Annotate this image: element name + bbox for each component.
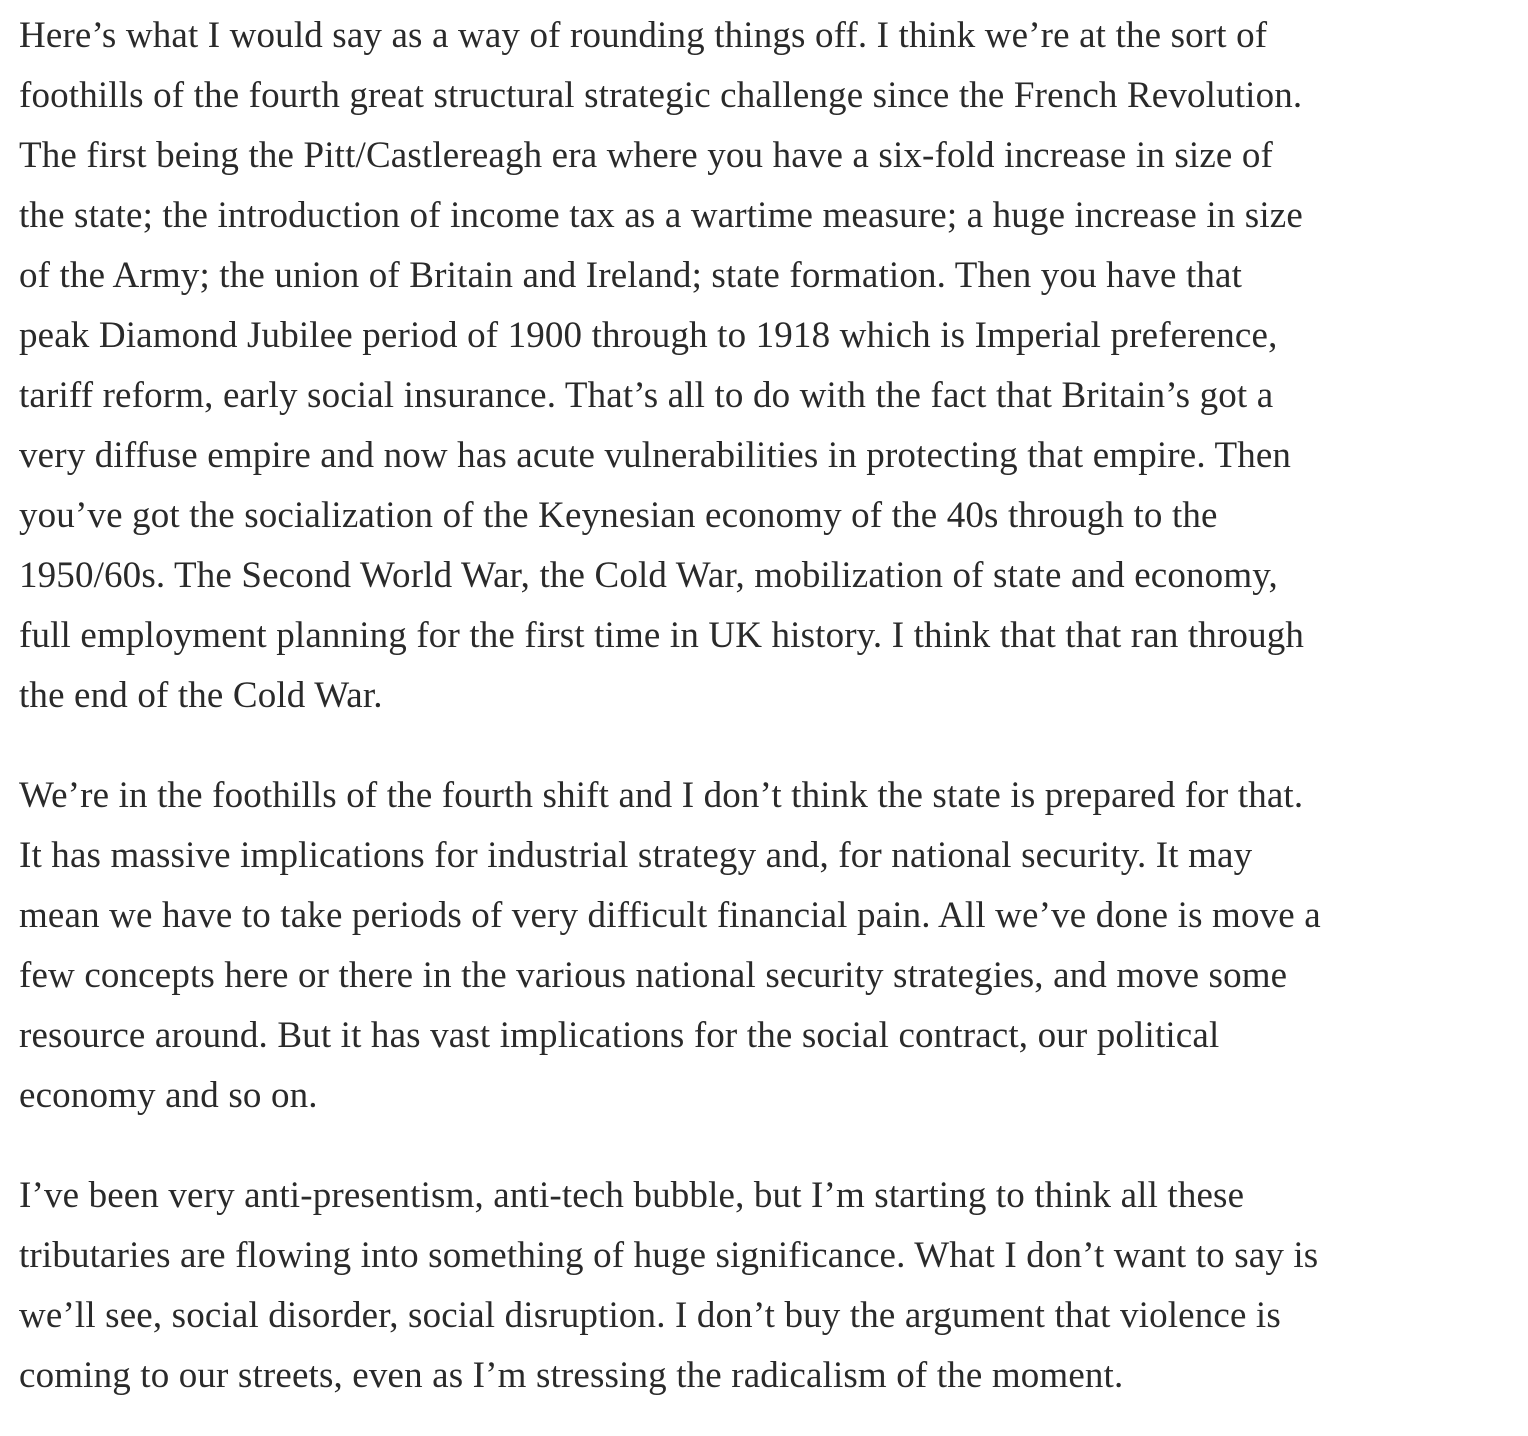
text-line: the end of the Cold War. [19,675,383,716]
text-line: few concepts here or there in the various national security strategies, and move some [19,955,1288,996]
text-line: foothills of the fourth great structural strategic challenge since the French Revolution. [19,75,1303,116]
text-line: tariff reform, early social insurance. That’s all to do with the fact that Britain’s got a [19,375,1274,416]
text-line: the state; the introduction of income tax as a wartime measure; a huge increase in size [19,195,1303,236]
text-line: economy and so on. [19,1075,318,1116]
text-line: peak Diamond Jubilee period of 1900 through to 1918 which is Imperial preference, [19,315,1278,356]
text-line: tributaries are flowing into something of huge significance. What I don’t want to say is [19,1235,1319,1276]
article-body [19,6,1519,1406]
text-line: resource around. But it has vast implications for the social contract, our political [19,1015,1220,1056]
text-line: of the Army; the union of Britain and Ireland; state formation. Then you have that [19,255,1243,296]
text-line: very diffuse empire and now has acute vulnerabilities in protecting that empire. Then [19,435,1292,476]
paragraph-3 [19,1166,1519,1406]
text-line: mean we have to take periods of very difficult financial pain. All we’ve done is move a [19,895,1321,936]
text-line: we’ll see, social disorder, social disruption. I don’t buy the argument that violence is [19,1295,1281,1336]
text-line: coming to our streets, even as I’m stressing the radicalism of the moment. [19,1355,1124,1396]
text-line: Here’s what I would say as a way of rounding things off. I think we’re at the sort of [19,15,1268,56]
text-line: 1950/60s. The Second World War, the Cold War, mobilization of state and economy, [19,555,1278,596]
text-line: It has massive implications for industrial strategy and, for national security. It may [19,835,1253,876]
text-line: The first being the Pitt/Castlereagh era where you have a six-fold increase in size of [19,135,1274,176]
paragraph-2 [19,766,1519,1126]
text-line: full employment planning for the first time in UK history. I think that that ran through [19,615,1305,656]
text-line: I’ve been very anti-presentism, anti-tech bubble, but I’m starting to think all these [19,1175,1245,1216]
text-line: We’re in the foothills of the fourth shift and I don’t think the state is prepared for that. [19,775,1304,816]
paragraph-1 [19,6,1519,726]
text-line: you’ve got the socialization of the Keynesian economy of the 40s through to the [19,495,1218,536]
